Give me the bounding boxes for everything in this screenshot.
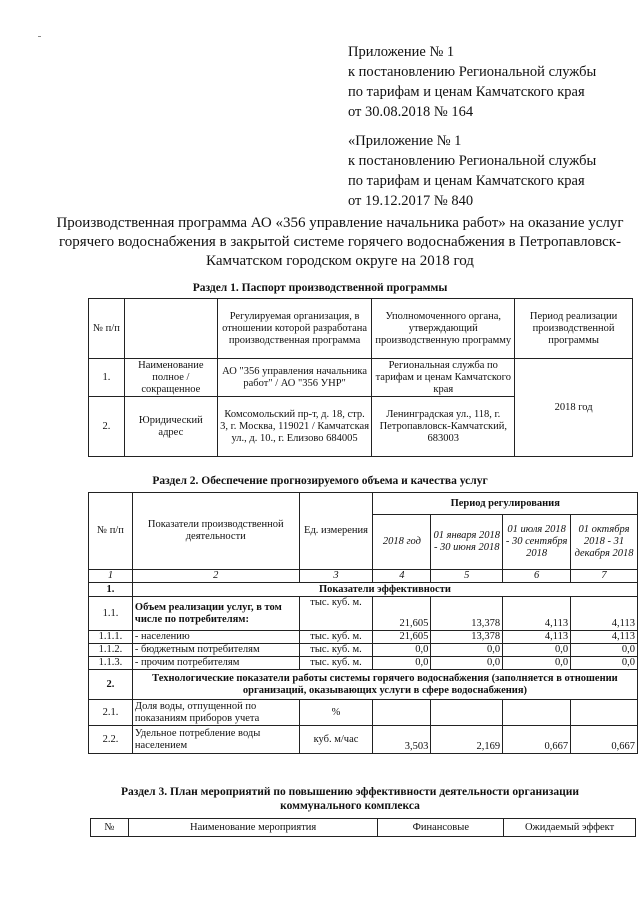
value-cell xyxy=(373,700,431,726)
value-cell: 2,169 xyxy=(431,726,503,754)
measures-table xyxy=(90,818,636,837)
section3-title: Раздел 3. План мероприятий по повышению эффективности деятельности организации коммунального комплекса xyxy=(121,786,579,812)
col-header-empty xyxy=(124,299,217,359)
value-cell: 4,113 xyxy=(503,597,571,631)
unit: тыс. куб. м. xyxy=(299,631,373,644)
row-num: 2.1. xyxy=(89,700,133,726)
scan-speck xyxy=(38,36,41,37)
implementation-period: 2018 год xyxy=(515,359,633,457)
value-cell: 13,378 xyxy=(431,631,503,644)
value-cell: 4,113 xyxy=(571,597,638,631)
value-cell: 0,667 xyxy=(571,726,638,754)
row-num: 1.1.3. xyxy=(89,657,133,670)
value-cell: 0,0 xyxy=(431,644,503,657)
col-header-unit: Ед. измерения xyxy=(299,493,373,570)
value-cell: 0,0 xyxy=(373,644,431,657)
unit: % xyxy=(299,700,373,726)
period-header: 01 июля 2018 - 30 сентября 2018 xyxy=(503,515,571,570)
col-header-indicator: Показатели производственной деятельности xyxy=(132,493,299,570)
col-number: 2 xyxy=(132,570,299,583)
header-line: Приложение № 1 xyxy=(348,44,455,60)
group-title: Технологические показатели работы системы горячего водоснабжения (заполняется в отношении организаций, оказывающих услуги в сфере водоснабжения) xyxy=(132,670,637,700)
row-num: 2. xyxy=(89,397,125,457)
row-num: 2.2. xyxy=(89,726,133,754)
header-line: к постановлению Региональной службы xyxy=(348,64,597,80)
unit: тыс. куб. м. xyxy=(299,597,373,631)
indicator-name: - прочим потребителям xyxy=(132,657,299,670)
value-cell: 0,0 xyxy=(503,657,571,670)
authority-name: Региональная служба по тарифам и ценам Камчатского края xyxy=(372,359,515,397)
col-header-period: Период регулирования xyxy=(373,493,638,515)
col-header: № xyxy=(91,819,129,837)
col-header: Финансовые xyxy=(378,819,504,837)
value-cell xyxy=(503,700,571,726)
indicator-name: Удельное потребление воды населением xyxy=(132,726,299,754)
section2-title: Раздел 2. Обеспечение прогнозируемого объема и качества услуг xyxy=(152,475,488,487)
col-number: 5 xyxy=(431,570,503,583)
col-header: Регулируемая организация, в отношении которой разработана производственная программа xyxy=(217,299,372,359)
appendix-header-previous xyxy=(348,131,596,211)
unit: куб. м/час xyxy=(299,726,373,754)
group-title: Показатели эффективности xyxy=(132,583,637,597)
passport-table xyxy=(88,298,633,457)
row-num: 1.1.1. xyxy=(89,631,133,644)
value-cell: 0,0 xyxy=(571,657,638,670)
row-num: 1.1. xyxy=(89,597,133,631)
section1-title: Раздел 1. Паспорт производственной программы xyxy=(192,282,448,294)
row-num: 1.1.2. xyxy=(89,644,133,657)
header-line: к постановлению Региональной службы xyxy=(348,153,597,169)
value-cell: 0,0 xyxy=(373,657,431,670)
col-number: 6 xyxy=(503,570,571,583)
header-line: «Приложение № 1 xyxy=(348,133,462,149)
col-number: 4 xyxy=(373,570,431,583)
header-line: от 30.08.2018 № 164 xyxy=(348,104,474,120)
org-address: Комсомольский пр-т, д. 18, стр. 3, г. Москва, 119021 / Камчатская ул., д. 10., г. Елизово 684005 xyxy=(217,397,372,457)
header-line: от 19.12.2017 № 840 xyxy=(348,193,474,209)
unit: тыс. куб. м. xyxy=(299,644,373,657)
value-cell: 21,605 xyxy=(373,597,431,631)
value-cell: 4,113 xyxy=(571,631,638,644)
value-cell: 0,0 xyxy=(571,644,638,657)
value-cell: 4,113 xyxy=(503,631,571,644)
header-line: по тарифам и ценам Камчатского края xyxy=(348,173,585,189)
col-header: Уполномоченного органа, утверждающий производственную программу xyxy=(372,299,515,359)
col-number: 7 xyxy=(571,570,638,583)
document-title: Производственная программа АО «356 управление начальника работ» на оказание услуг горячего водоснабжения в закрытой системе горячего водоснабжения в Петропавловск-Камчатском городском округе на 2018 год xyxy=(56,215,624,269)
col-header: Ожидаемый эффект xyxy=(504,819,636,837)
unit: тыс. куб. м. xyxy=(299,657,373,670)
row-num: 1. xyxy=(89,359,125,397)
col-number: 3 xyxy=(299,570,373,583)
indicators-table xyxy=(88,492,638,754)
appendix-header-current xyxy=(348,42,596,122)
period-header: 2018 год xyxy=(373,515,431,570)
row-label: Наименование полное / сокращенное xyxy=(124,359,217,397)
period-header: 01 января 2018 - 30 июня 2018 xyxy=(431,515,503,570)
row-label: Юридический адрес xyxy=(124,397,217,457)
indicator-name: Объем реализации услуг, в том числе по потребителям: xyxy=(132,597,299,631)
authority-address: Ленинградская ул., 118, г. Петропавловск-Камчатский, 683003 xyxy=(372,397,515,457)
col-header-num: № п/п xyxy=(89,493,133,570)
col-header: № п/п xyxy=(89,299,125,359)
header-line: по тарифам и ценам Камчатского края xyxy=(348,84,585,100)
group-num: 2. xyxy=(89,670,133,700)
value-cell: 13,378 xyxy=(431,597,503,631)
indicator-name: - бюджетным потребителям xyxy=(132,644,299,657)
indicator-name: Доля воды, отпущенной по показаниям приборов учета xyxy=(132,700,299,726)
indicator-name: - населению xyxy=(132,631,299,644)
group-num: 1. xyxy=(89,583,133,597)
value-cell: 3,503 xyxy=(373,726,431,754)
value-cell: 21,605 xyxy=(373,631,431,644)
value-cell xyxy=(431,700,503,726)
value-cell: 0,0 xyxy=(431,657,503,670)
col-number: 1 xyxy=(89,570,133,583)
col-header: Период реализации производственной программы xyxy=(515,299,633,359)
value-cell xyxy=(571,700,638,726)
period-header: 01 октября 2018 - 31 декабря 2018 xyxy=(571,515,638,570)
col-header: Наименование мероприятия xyxy=(128,819,377,837)
value-cell: 0,667 xyxy=(503,726,571,754)
value-cell: 0,0 xyxy=(503,644,571,657)
org-name: АО "356 управления начальника работ" / АО "356 УНР" xyxy=(217,359,372,397)
